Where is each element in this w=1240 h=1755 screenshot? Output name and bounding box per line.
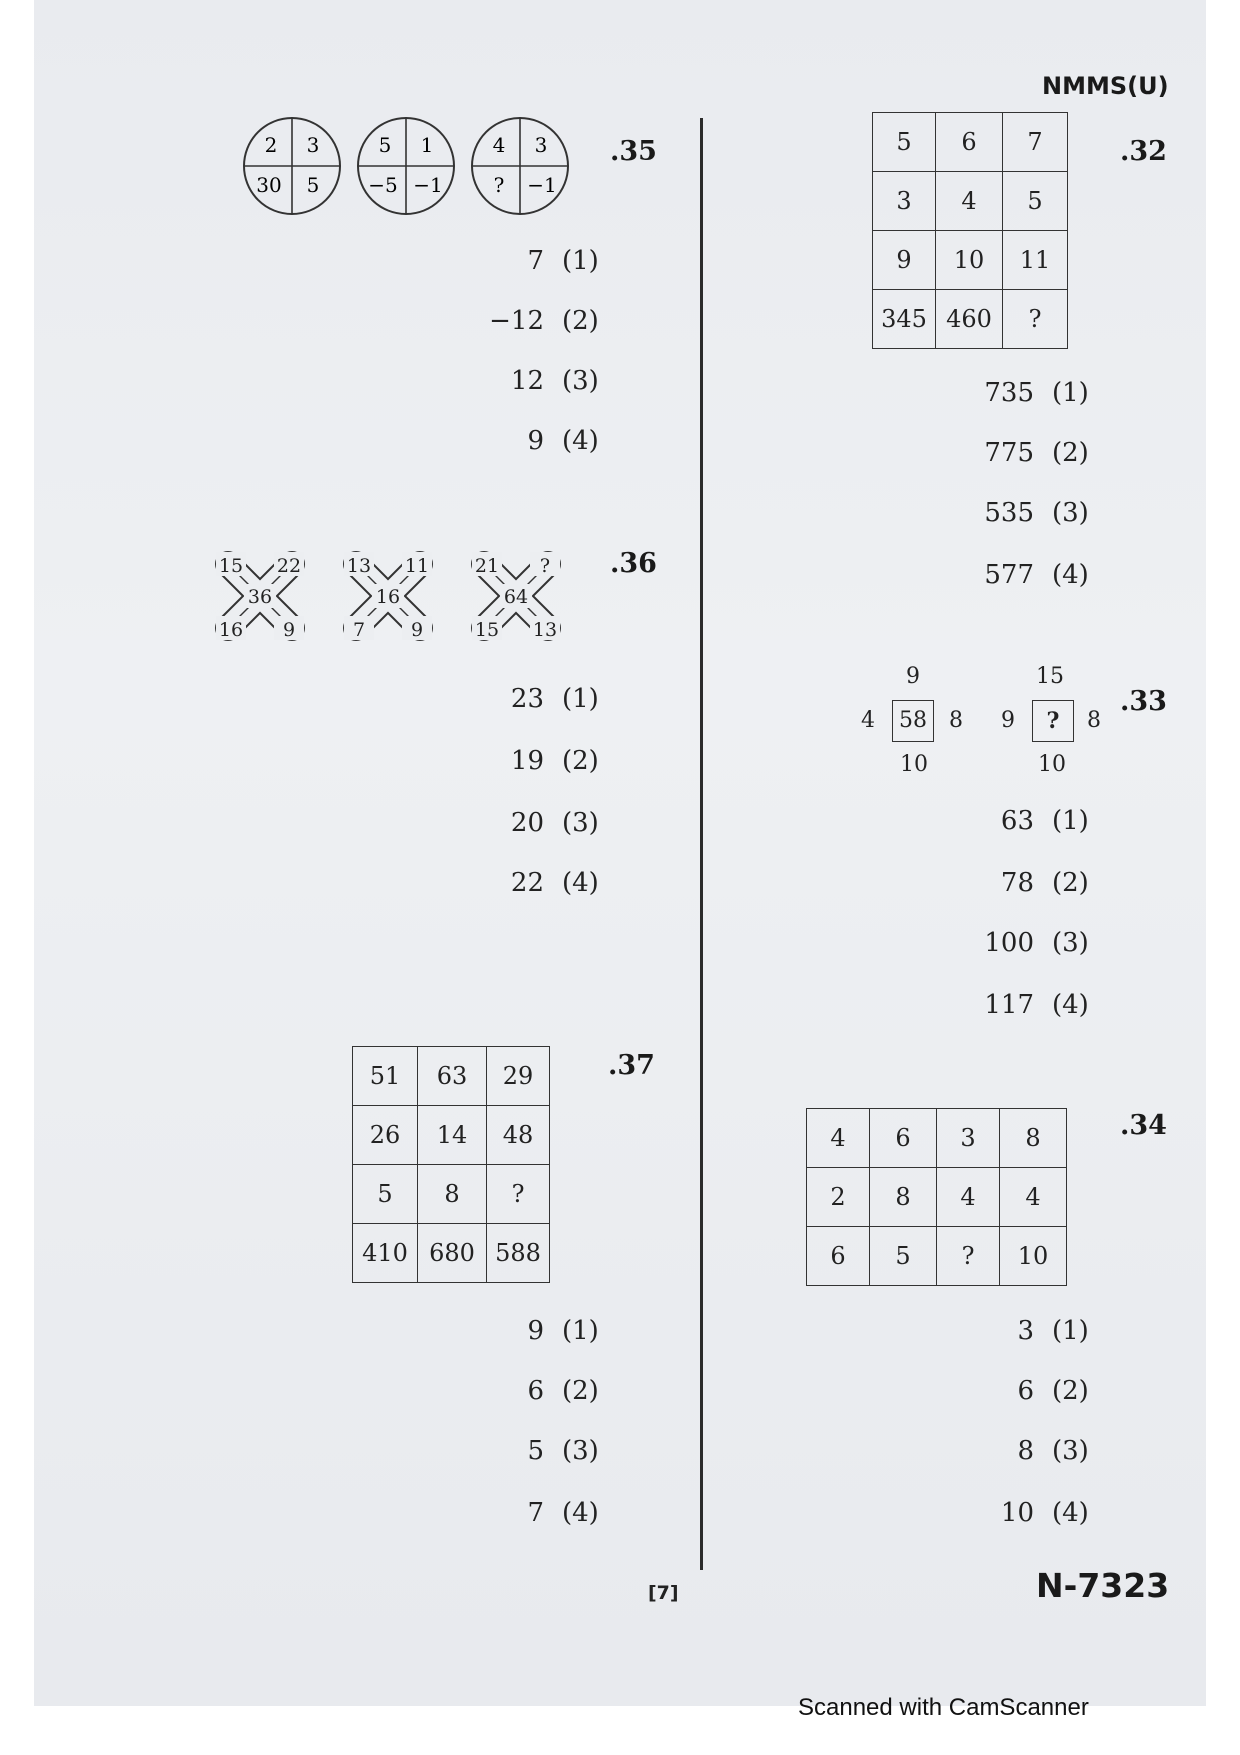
q35-c3-tr: 3 (534, 133, 548, 157)
q37-grid (352, 1046, 550, 1283)
q36-f1-center: 36 (247, 586, 273, 608)
q34-option-2[interactable]: 6 (2) (1017, 1376, 1089, 1406)
q36-option-4[interactable]: 22 (4) (510, 868, 599, 898)
q34-cell: 4 (807, 1109, 870, 1168)
q35-c2-tl: 5 (378, 133, 392, 157)
q33-f1-top: 9 (906, 664, 920, 689)
page-number: [7] (648, 1582, 679, 1604)
q37-cell: 48 (487, 1106, 550, 1165)
q37-option-4[interactable]: 7 (4) (527, 1498, 599, 1528)
q34-cell: 8 (1000, 1109, 1067, 1168)
q37-option-2[interactable]: 6 (2) (527, 1376, 599, 1406)
q32-option-3[interactable]: 535 (3) (984, 498, 1089, 528)
question-number-36: .36 (610, 548, 657, 579)
q37-option-1[interactable]: 9 (1) (527, 1316, 599, 1346)
q33-f1-center: 58 (892, 700, 934, 742)
q32-option-4[interactable]: 577 (4) (984, 560, 1089, 590)
q36-option-3[interactable]: 20 (3) (510, 808, 599, 838)
q33-f1-right: 8 (949, 708, 963, 733)
q35-c1-br: 5 (306, 173, 320, 197)
q37-cell: 680 (418, 1224, 487, 1283)
q34-cell: 3 (937, 1109, 1000, 1168)
q36-f2-br: 9 (410, 619, 424, 641)
question-number-32: .32 (1120, 136, 1167, 167)
q35-option-3[interactable]: 12 (3) (510, 366, 599, 396)
q36-f2-center: 16 (375, 586, 401, 608)
q34-option-4[interactable]: 10 (4) (1000, 1498, 1089, 1528)
q35-circle-1 (244, 118, 340, 214)
q32-cell: 345 (873, 290, 936, 349)
q32-cell: ? (1003, 290, 1068, 349)
q37-cell: 410 (353, 1224, 418, 1283)
q36-f3-tl: 21 (474, 555, 500, 577)
q35-c1-tl: 2 (264, 133, 278, 157)
q36-option-1[interactable]: 23 (1) (510, 684, 599, 714)
q37-cell: 29 (487, 1047, 550, 1106)
q35-option-1[interactable]: 7 (1) (527, 246, 599, 276)
question-number-37: .37 (608, 1050, 655, 1081)
q35-c3-tl: 4 (492, 133, 506, 157)
q33-option-1[interactable]: 63 (1) (1000, 806, 1089, 836)
q35-c3-bl: ? (493, 173, 505, 197)
column-divider (700, 118, 703, 1570)
q37-cell: 8 (418, 1165, 487, 1224)
q37-cell: ? (487, 1165, 550, 1224)
q35-circle-2 (358, 118, 454, 214)
q35-c1-tr: 3 (306, 133, 320, 157)
q36-f2-tr: 11 (404, 555, 430, 577)
q35-c1-bl: 30 (256, 173, 282, 197)
q32-cell: 7 (1003, 113, 1068, 172)
q37-cell: 588 (487, 1224, 550, 1283)
q35-circle-3 (472, 118, 568, 214)
q32-cell: 5 (1003, 172, 1068, 231)
scanned-page (34, 0, 1206, 1706)
q34-grid (806, 1108, 1067, 1286)
q33-figure-1 (854, 664, 972, 784)
q34-cell: 5 (870, 1227, 937, 1286)
q36-f3-center: 64 (503, 586, 529, 608)
q36-cross-figures (210, 546, 610, 656)
q32-cell: 460 (936, 290, 1003, 349)
q33-option-2[interactable]: 78 (2) (1000, 868, 1089, 898)
q36-f2-tl: 13 (346, 555, 372, 577)
q33-f2-left: 9 (1001, 708, 1015, 733)
q35-c2-bl: −5 (368, 173, 398, 197)
q37-option-3[interactable]: 5 (3) (527, 1436, 599, 1466)
q35-option-2[interactable]: −12 (2) (489, 306, 599, 336)
q33-figure-2 (994, 664, 1112, 784)
q37-cell: 51 (353, 1047, 418, 1106)
q32-cell: 6 (936, 113, 1003, 172)
q35-c2-br: −1 (413, 173, 443, 197)
q33-f1-left: 4 (861, 708, 875, 733)
question-number-35: .35 (610, 136, 657, 167)
q34-cell: 6 (807, 1227, 870, 1286)
question-number-33: .33 (1120, 686, 1167, 717)
q34-cell: 2 (807, 1168, 870, 1227)
q33-f2-center: ? (1032, 700, 1074, 742)
q32-cell: 11 (1003, 231, 1068, 290)
q36-f1-tl: 15 (218, 555, 244, 577)
q36-option-2[interactable]: 19 (2) (510, 746, 599, 776)
q34-cell: 8 (870, 1168, 937, 1227)
q37-cell: 26 (353, 1106, 418, 1165)
q34-cell: 4 (1000, 1168, 1067, 1227)
q36-f1-bl: 16 (218, 619, 244, 641)
q32-cell: 9 (873, 231, 936, 290)
q33-f1-bottom: 10 (900, 752, 928, 777)
q34-cell: 6 (870, 1109, 937, 1168)
q33-option-3[interactable]: 100 (3) (984, 928, 1089, 958)
q32-grid (872, 112, 1068, 349)
q32-cell: 10 (936, 231, 1003, 290)
q34-cell: 4 (937, 1168, 1000, 1227)
paper-code: N-7323 (1036, 1566, 1170, 1605)
q33-f2-right: 8 (1087, 708, 1101, 733)
q36-f3-tr: ? (539, 555, 551, 577)
exam-header: NMMS(U) (1042, 72, 1169, 100)
q36-f3-bl: 15 (474, 619, 500, 641)
q34-option-3[interactable]: 8 (3) (1017, 1436, 1089, 1466)
q36-f1-br: 9 (282, 619, 296, 641)
q35-c3-br: −1 (527, 173, 557, 197)
q34-cell: 10 (1000, 1227, 1067, 1286)
scanner-watermark: Scanned with CamScanner (798, 1694, 1089, 1721)
q32-option-2[interactable]: 775 (2) (984, 438, 1089, 468)
q33-option-4[interactable]: 117 (4) (984, 990, 1089, 1020)
q36-f2-bl: 7 (352, 619, 366, 641)
q34-cell: ? (937, 1227, 1000, 1286)
q32-option-1[interactable]: 735 (1) (984, 378, 1089, 408)
q37-cell: 14 (418, 1106, 487, 1165)
q33-f2-bottom: 10 (1038, 752, 1066, 777)
q32-cell: 3 (873, 172, 936, 231)
q32-cell: 4 (936, 172, 1003, 231)
q35-c2-tr: 1 (420, 133, 434, 157)
q36-f1-tr: 22 (276, 555, 302, 577)
q33-f2-top: 15 (1036, 664, 1064, 689)
q36-f3-br: 13 (532, 619, 558, 641)
q32-cell: 5 (873, 113, 936, 172)
q37-cell: 63 (418, 1047, 487, 1106)
q34-option-1[interactable]: 3 (1) (1017, 1316, 1089, 1346)
q35-option-4[interactable]: 9 (4) (527, 426, 599, 456)
question-number-34: .34 (1120, 1110, 1167, 1141)
q35-circle-figures (234, 106, 604, 226)
q37-cell: 5 (353, 1165, 418, 1224)
